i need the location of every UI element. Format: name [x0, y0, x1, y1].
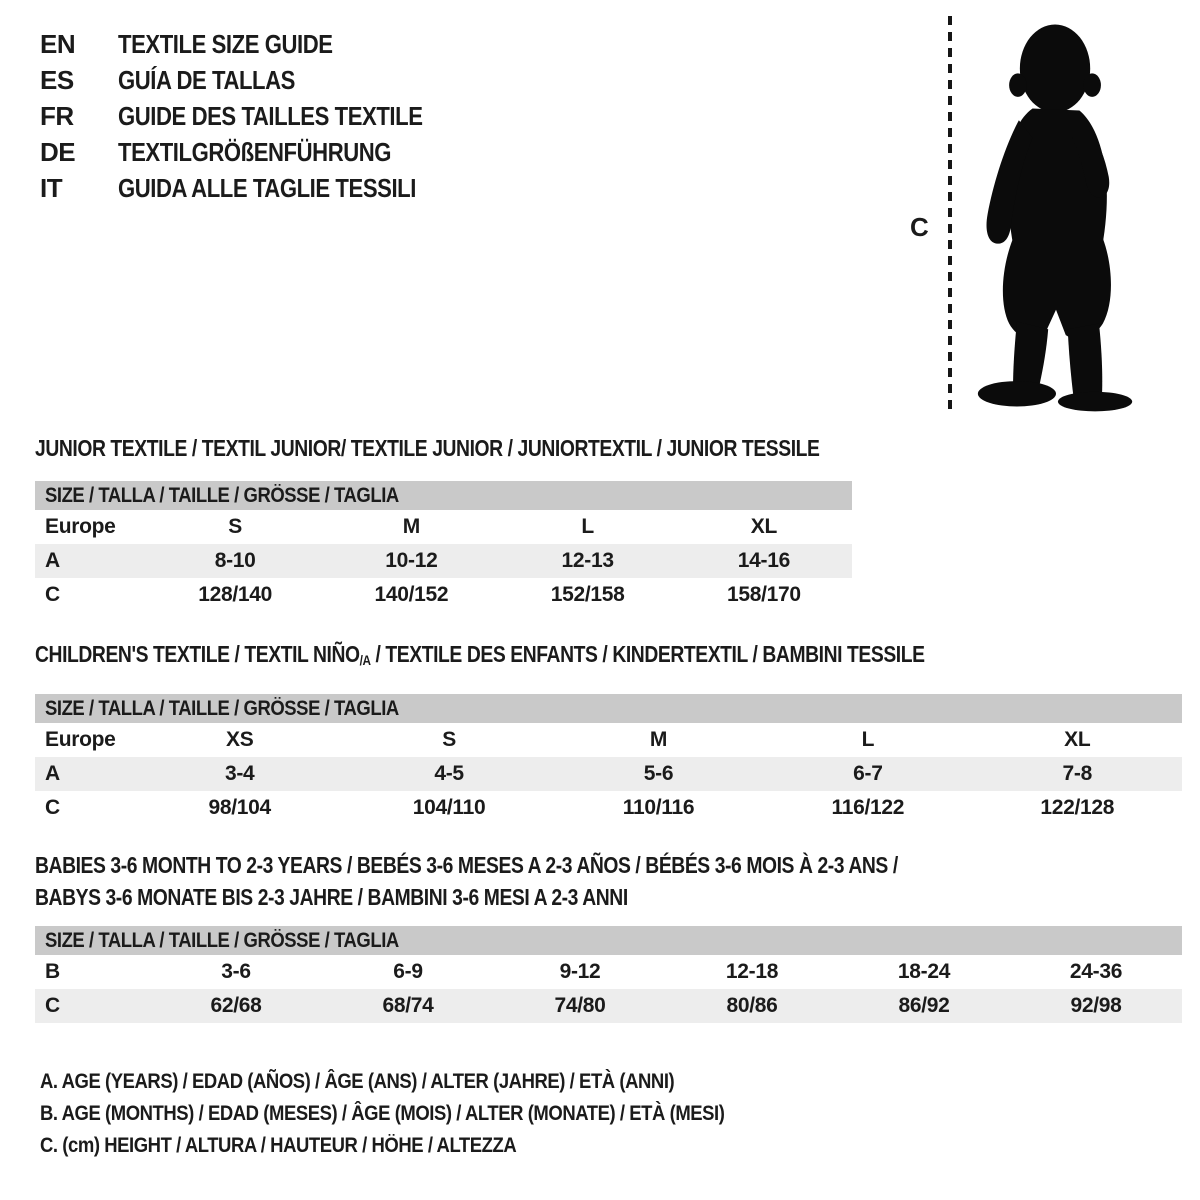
language-code: IT — [40, 173, 63, 203]
table-cell: 7-8 — [973, 757, 1182, 791]
row-label: C — [45, 583, 60, 606]
table-cell: 6-7 — [763, 757, 972, 791]
table-cell: L — [581, 515, 594, 538]
language-row — [40, 170, 476, 206]
table-row — [35, 578, 852, 612]
legend-line-c: C. (cm) HEIGHT / ALTURA / HAUTEUR / HÖHE / ALTEZZA — [40, 1134, 517, 1157]
table-row — [35, 955, 1182, 989]
section-title — [35, 849, 1182, 913]
table-cell: 9-12 — [559, 960, 601, 983]
row-label: C — [45, 796, 60, 819]
section-title-text: JUNIOR TEXTILE / TEXTIL JUNIOR/ TEXTILE JUNIOR / JUNIORTEXTIL / JUNIOR TESSILE — [35, 435, 820, 461]
table-cell: 92/98 — [1010, 989, 1182, 1023]
table-cell: 74/80 — [494, 989, 666, 1023]
table-cell: 152/158 — [550, 583, 625, 606]
table-cell: 12-13 — [500, 544, 676, 578]
language-title: GUÍA DE TALLAS — [118, 65, 295, 95]
language-code: ES — [40, 65, 74, 95]
children-size-table — [35, 694, 1182, 825]
table-cell: 5-6 — [554, 757, 763, 791]
size-header-bar: SIZE / TALLA / TAILLE / GRÖSSE / TAGLIA — [35, 481, 852, 510]
table-row — [35, 757, 1182, 791]
size-header-bar: SIZE / TALLA / TAILLE / GRÖSSE / TAGLIA — [35, 694, 1182, 723]
language-title: GUIDE DES TAILLES TEXTILE — [118, 101, 423, 131]
height-dashed-line-icon — [948, 16, 952, 416]
table-cell: XS — [225, 728, 254, 751]
table-cell: 110/116 — [622, 796, 695, 819]
table-cell: 4-5 — [344, 757, 553, 791]
language-list — [40, 26, 476, 206]
table-row — [35, 791, 1182, 825]
language-row — [40, 134, 476, 170]
language-row — [40, 26, 476, 62]
table-header-row — [35, 694, 1182, 723]
legend-line-a: A. AGE (YEARS) / EDAD (AÑOS) / ÂGE (ANS) / ALTER (JAHRE) / ETÀ (ANNI) — [40, 1070, 675, 1093]
title-subscript: /A — [359, 652, 371, 668]
table-cell: 128/140 — [198, 583, 273, 606]
table-cell: 8-10 — [147, 544, 323, 578]
table-cell: 98/104 — [208, 796, 271, 819]
language-title: GUIDA ALLE TAGLIE TESSILI — [118, 173, 416, 203]
section-title-line2: BABYS 3-6 MONATE BIS 2-3 JAHRE / BAMBINI 3-6 MESI A 2-3 ANNI — [35, 884, 628, 910]
table-cell: 24-36 — [1069, 960, 1123, 983]
table-header-row — [35, 481, 852, 510]
row-label: C — [35, 989, 150, 1023]
table-cell: 86/92 — [838, 989, 1010, 1023]
junior-size-table — [35, 481, 852, 612]
babies-size-table — [35, 926, 1182, 1023]
table-cell: XL — [750, 515, 777, 538]
row-label: Europe — [45, 728, 116, 751]
row-label: A — [35, 757, 135, 791]
table-cell: S — [442, 728, 456, 751]
toddler-silhouette-icon — [972, 14, 1140, 418]
language-row — [40, 62, 476, 98]
legend-line-b: B. AGE (MONTHS) / EDAD (MESES) / ÂGE (MOIS) / ALTER (MONATE) / ETÀ (MESI) — [40, 1102, 725, 1125]
table-cell: S — [228, 515, 242, 538]
table-cell: 12-18 — [725, 960, 779, 983]
table-cell: 68/74 — [322, 989, 494, 1023]
table-cell: XL — [1064, 728, 1091, 751]
language-code: FR — [40, 101, 74, 131]
table-cell: M — [649, 728, 668, 751]
row-label: B — [45, 960, 60, 983]
table-row — [35, 544, 852, 578]
table-row — [35, 723, 1182, 757]
language-title: TEXTILGRÖßENFÜHRUNG — [118, 137, 392, 167]
table-header-row — [35, 926, 1182, 955]
language-code: EN — [40, 29, 76, 59]
table-cell: L — [861, 728, 875, 751]
section-title — [35, 642, 1182, 672]
table-cell: 140/152 — [374, 583, 449, 606]
table-cell: 10-12 — [323, 544, 499, 578]
table-cell: M — [402, 515, 420, 538]
table-cell: 158/170 — [726, 583, 801, 606]
table-cell: 80/86 — [666, 989, 838, 1023]
table-row — [35, 510, 852, 544]
table-row — [35, 989, 1182, 1023]
row-label: Europe — [45, 515, 116, 538]
table-cell: 104/110 — [412, 796, 486, 819]
language-title: TEXTILE SIZE GUIDE — [118, 29, 333, 59]
language-row — [40, 98, 476, 134]
table-cell: 14-16 — [676, 544, 852, 578]
section-title-line1: BABIES 3-6 MONTH TO 2-3 YEARS / BEBÉS 3-6 MESES A 2-3 AÑOS / BÉBÉS 3-6 MOIS À 2-3 ANS / — [35, 852, 898, 878]
height-label: C — [910, 212, 929, 242]
table-cell: 62/68 — [150, 989, 322, 1023]
section-babies-textile — [35, 849, 1182, 1023]
section-children-textile — [35, 642, 1182, 825]
section-junior-textile — [35, 436, 852, 612]
section-title-text: CHILDREN'S TEXTILE / TEXTIL NIÑO/A / TEXTILE DES ENFANTS / KINDERTEXTIL / BAMBINI TESSILE — [35, 641, 925, 668]
table-cell: 18-24 — [897, 960, 951, 983]
table-cell: 6-9 — [393, 960, 423, 983]
size-header-bar: SIZE / TALLA / TAILLE / GRÖSSE / TAGLIA — [35, 926, 1182, 955]
table-cell: 122/128 — [1040, 796, 1115, 819]
table-cell: 3-4 — [135, 757, 344, 791]
table-cell: 116/122 — [831, 796, 905, 819]
row-label: A — [35, 544, 147, 578]
language-code: DE — [40, 137, 76, 167]
legend — [40, 1066, 818, 1162]
section-title — [35, 436, 852, 460]
table-cell: 3-6 — [221, 960, 251, 983]
